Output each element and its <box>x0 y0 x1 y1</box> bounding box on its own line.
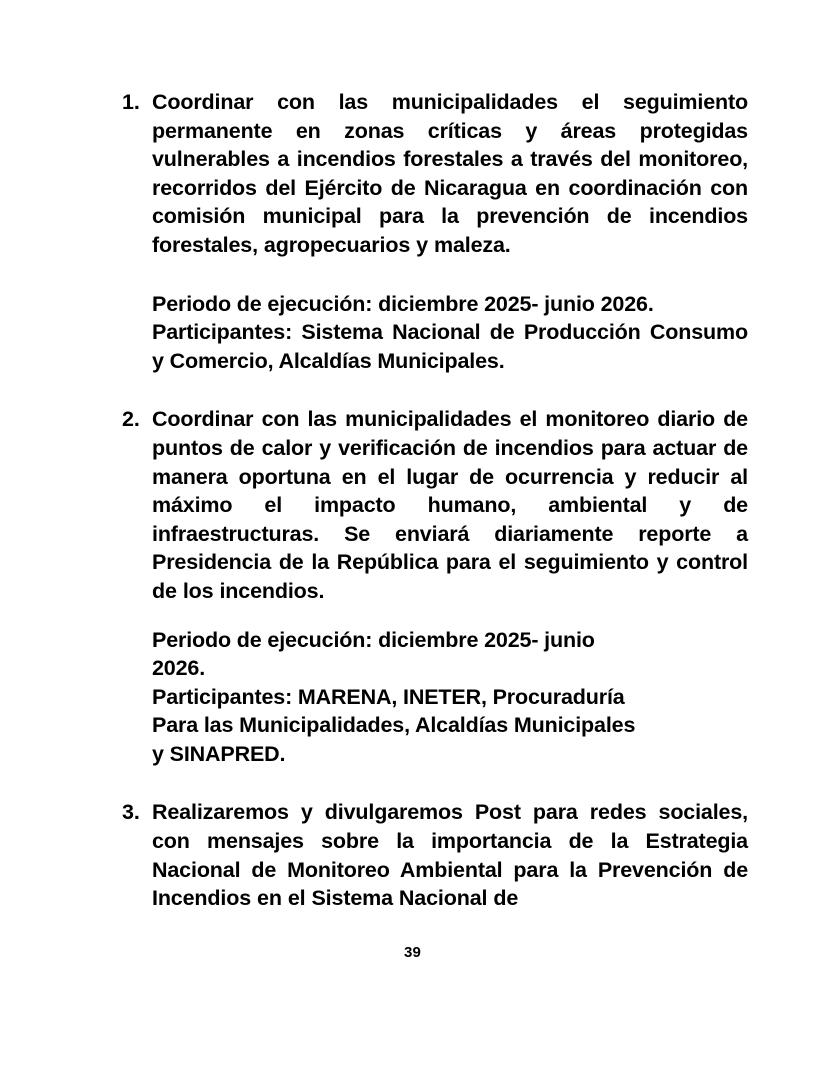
participantes-line: Participantes: Sistema Nacional de Producción Consumo y Comercio, Alcaldías Municipales. <box>152 320 748 373</box>
paragraph-spacer <box>122 260 748 290</box>
section-spacer <box>122 768 748 798</box>
periodo-de-ejecucion-line: Periodo de ejecución: diciembre 2025- junio <box>152 627 595 652</box>
list-item <box>122 405 748 605</box>
list-item <box>122 88 748 260</box>
list-item-number: 2. <box>122 407 140 432</box>
page-number: 39 <box>403 944 422 961</box>
list-item-text: Coordinar con las municipalidades el seguimiento permanente en zonas críticas y áreas protegidas vulnerables a incendios forestales a través del monitoreo, recorridos del Ejército de Nicaragua en coordinación con comisión municipal para la prevención de incendios forestales, agropecuarios y maleza. <box>152 90 748 257</box>
page-content <box>122 88 748 913</box>
periodo-de-ejecucion-line-continued: 2026. <box>152 656 206 681</box>
list-item <box>122 798 748 912</box>
participantes-line: Participantes: MARENA, INETER, Procuraduría <box>152 684 625 709</box>
section-spacer <box>122 375 748 405</box>
execution-details-block <box>152 290 748 376</box>
list-item-text: Realizaremos y divulgaremos Post para redes sociales, con mensajes sobre la importancia de la Estrategia Nacional de Monitoreo Ambiental para la Prevención de Incendios en el Sistema Nacional de <box>152 800 748 911</box>
participantes-line-continued: Para las Municipalidades, Alcaldías Municipales <box>152 713 636 738</box>
periodo-de-ejecucion-line: Periodo de ejecución: diciembre 2025- junio 2026. <box>152 291 654 316</box>
list-item-number: 1. <box>122 90 140 114</box>
list-item-number: 3. <box>122 800 140 825</box>
paragraph-spacer <box>122 606 748 626</box>
list-item-text: Coordinar con las municipalidades el monitoreo diario de puntos de calor y verificación de incendios para actuar de manera oportuna en el lugar de ocurrencia y reducir al máximo el impacto humano, ambiental y de infraestructuras. Se enviará diariamente reporte a Presidencia de la República para el seguimiento y control de los incendios. <box>152 407 748 603</box>
execution-details-block <box>152 626 748 769</box>
participantes-line-continued-2: y SINAPRED. <box>152 741 286 766</box>
